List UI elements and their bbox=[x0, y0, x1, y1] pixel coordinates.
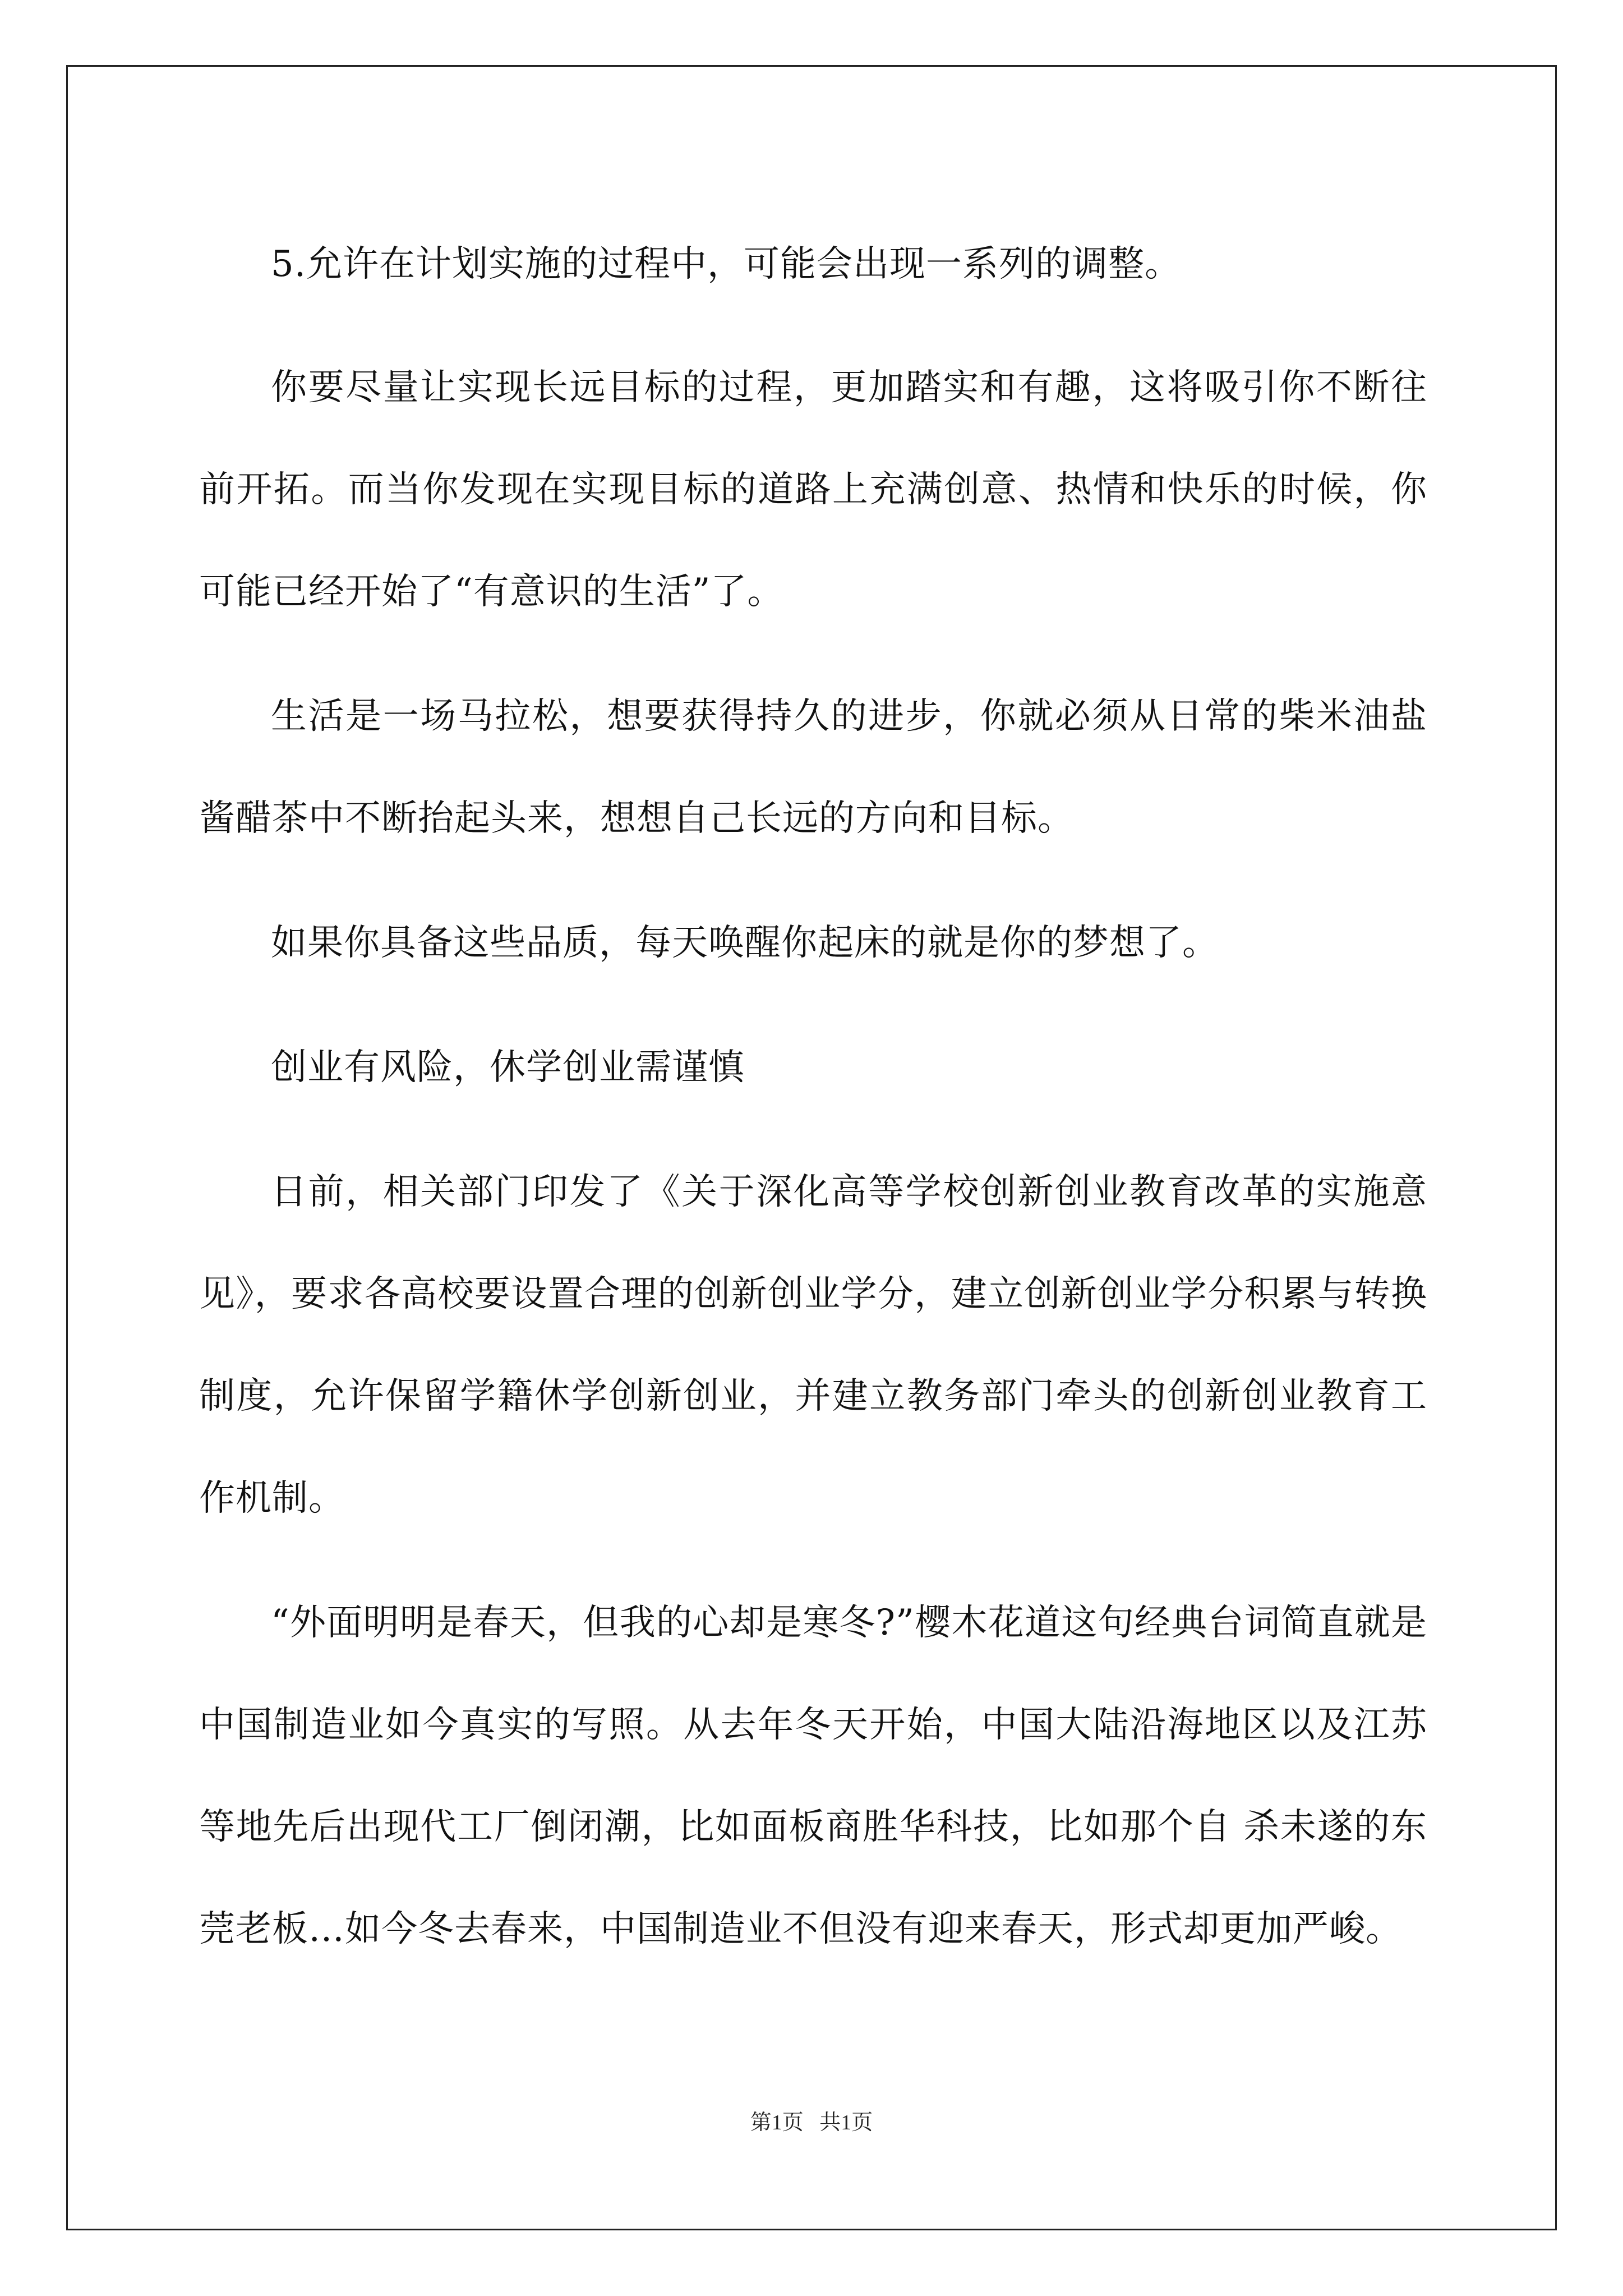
section-heading: 创业有风险，休学创业需谨慎 bbox=[271, 1047, 745, 1088]
paragraph: 如果你具备这些品质，每天唤醒你起床的就是你的梦想了。 bbox=[271, 922, 1219, 964]
paragraph: 你要尽量让实现长远目标的过程，更加踏实和有趣，这将吸引你不断往前开拓。而当你发现在实现目标的道路上充满创意、热情和快乐的时候，你可能已经开始了“有意识的生活”了。 bbox=[199, 367, 1427, 613]
paragraph: “外面明明是春天，但我的心却是寒冬?”樱木花道这句经典台词简直就是中国制造业如今真实的写照。从去年冬天开始，中国大陆沿海地区以及江苏等地先后出现代工厂倒闭潮，比如面板商胜华科技，比如那个自 杀未遂的东莞老板…如今冬去春来，中国制造业不但没有迎来春天，形式却更加严峻。 bbox=[199, 1602, 1427, 1950]
paragraph: 生活是一场马拉松，想要获得持久的进步，你就必须从日常的柴米油盐酱醋茶中不断抬起头来，想想自己长远的方向和目标。 bbox=[199, 696, 1427, 839]
document-body bbox=[199, 213, 1427, 2003]
page-number-footer: 第1页 共1页 bbox=[750, 2111, 873, 2134]
paragraph: 日前，相关部门印发了《关于深化高等学校创新创业教育改革的实施意见》，要求各高校要设置合理的创新创业学分，建立创新创业学分积累与转换制度，允许保留学籍休学创新创业，并建立教务部门牵头的创新创业教育工作机制。 bbox=[199, 1171, 1427, 1519]
paragraph: 5.允许在计划实施的过程中，可能会出现一系列的调整。 bbox=[271, 243, 1182, 285]
